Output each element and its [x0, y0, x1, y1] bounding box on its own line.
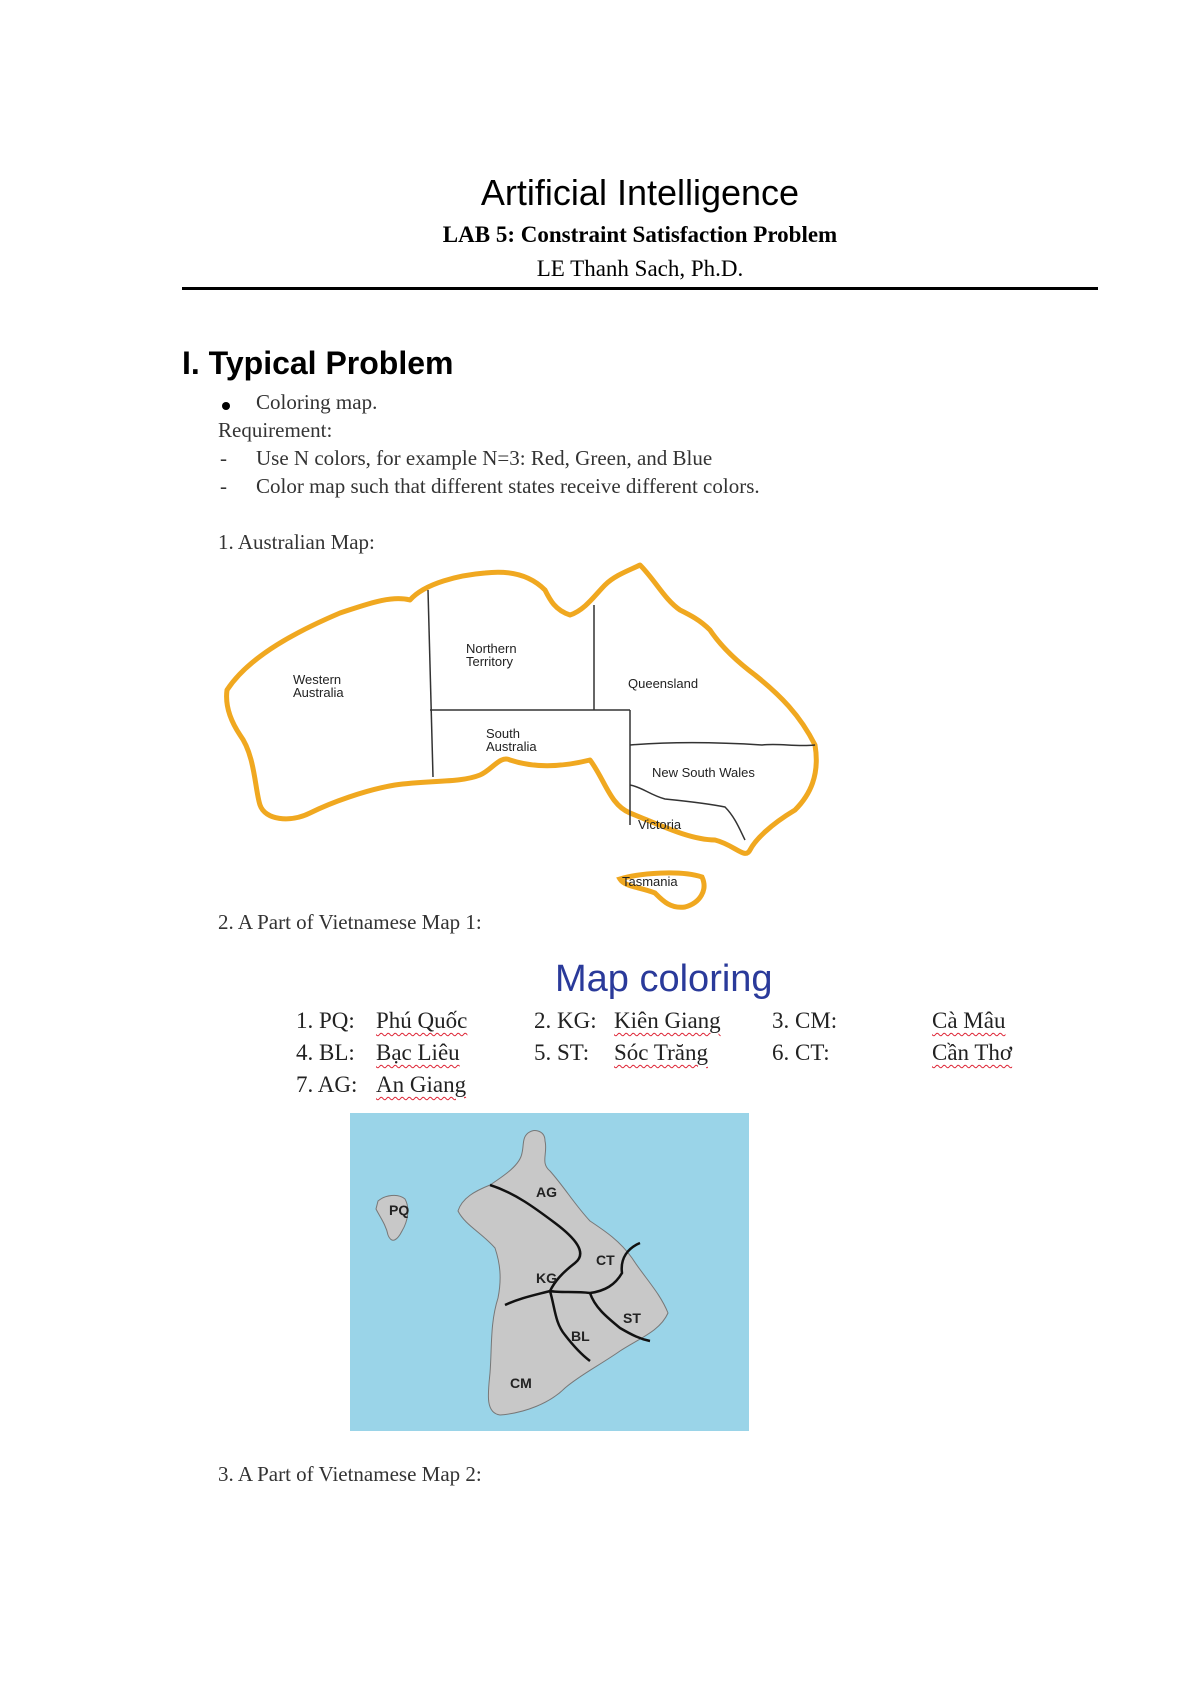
vietnam1-caption: 2. A Part of Vietnamese Map 1:: [218, 910, 482, 934]
lab-subtitle: LAB 5: Constraint Satisfaction Problem: [442, 222, 838, 247]
document-title: Artificial Intelligence: [480, 172, 800, 213]
label-pq: PQ: [389, 1202, 410, 1218]
legend-name-6: Cần Thơ: [932, 1040, 1013, 1065]
legend-name-3: Cà Mâu: [932, 1008, 1006, 1033]
requirement-item-1: Use N colors, for example N=3: Red, Green, and Blue: [256, 446, 713, 470]
australia-caption: 1. Australian Map:: [218, 530, 375, 554]
legend-num-6: 6. CT:: [772, 1040, 830, 1065]
label-victoria: Victoria: [638, 817, 682, 832]
legend-num-4: 4. BL:: [296, 1040, 355, 1065]
requirement-label: Requirement:: [218, 418, 333, 442]
legend-name-2: Kiên Giang: [614, 1008, 721, 1033]
vietnam2-caption: 3. A Part of Vietnamese Map 2:: [218, 1462, 482, 1486]
header-divider: [182, 287, 1098, 290]
author-line: LE Thanh Sach, Ph.D.: [536, 256, 744, 281]
requirement-item-2: Color map such that different states receive different colors.: [256, 474, 760, 498]
legend-num-7: 7. AG:: [296, 1072, 358, 1097]
bullet-text: Coloring map.: [256, 390, 378, 414]
legend-num-2: 2. KG:: [534, 1008, 597, 1033]
label-northern-territory-1: Northern: [466, 641, 517, 656]
label-northern-territory-2: Territory: [466, 654, 513, 669]
label-south-australia-1: South: [486, 726, 520, 741]
legend-name-7: An Giang: [376, 1072, 467, 1097]
label-queensland: Queensland: [628, 676, 699, 691]
bullet-icon: [222, 402, 230, 410]
dash-icon: -: [220, 474, 227, 498]
state-borders: [428, 590, 815, 840]
legend-name-5: Sóc Trăng: [614, 1040, 708, 1065]
legend-num-5: 5. ST:: [534, 1040, 590, 1065]
label-ag: AG: [536, 1184, 557, 1200]
section-heading: I. Typical Problem: [182, 345, 454, 381]
dash-icon: -: [220, 446, 227, 470]
legend-num-1: 1. PQ:: [296, 1008, 355, 1033]
legend-name-1: Phú Quốc: [376, 1008, 468, 1033]
map-coloring-title: Map coloring: [555, 958, 773, 1000]
label-western-australia-1: Western: [293, 672, 342, 687]
label-western-australia-2: Australia: [293, 685, 344, 700]
australia-map: [210, 555, 830, 915]
label-tasmania: Tasmania: [622, 874, 678, 889]
label-kg: KG: [536, 1270, 557, 1286]
label-bl: BL: [571, 1328, 590, 1344]
legend-name-4: Bạc Liêu: [376, 1040, 460, 1065]
label-st: ST: [623, 1310, 641, 1326]
label-cm: CM: [510, 1375, 532, 1391]
label-south-australia-2: Australia: [486, 739, 537, 754]
vietnam-map: [350, 1113, 749, 1431]
label-ct: CT: [596, 1252, 615, 1268]
legend-num-3: 3. CM:: [772, 1008, 838, 1033]
label-new-south-wales: New South Wales: [652, 765, 755, 780]
